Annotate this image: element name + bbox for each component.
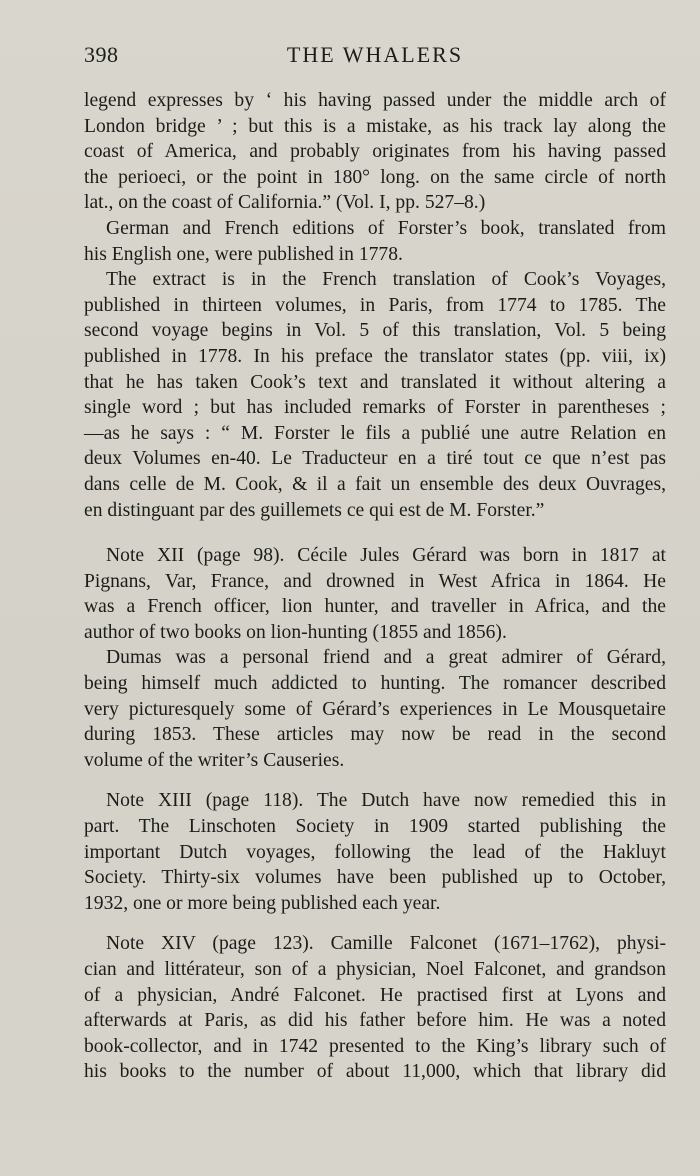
text-line: important Dutch voyages, following the lead of the Hakluyt xyxy=(84,841,666,863)
text-line: —as he says : “ M. Forster le fils a publié une autre Relation en xyxy=(84,422,666,444)
text-line: very picturesquely some of Gérard’s experiences in Le Mousquetaire xyxy=(84,698,666,720)
text-line: The extract is in the French translation of Cook’s Voyages, xyxy=(106,269,666,291)
text-line: Note XII (page 98). Cécile Jules Gérard was born in 1817 at xyxy=(106,545,666,567)
text-line: author of two books on lion-hunting (1855 and 1856). xyxy=(84,621,507,643)
text-line: of a physician, André Falconet. He practised first at Lyons and xyxy=(84,984,666,1006)
text-line: German and French editions of Forster’s book, translated from xyxy=(106,217,666,239)
text-line: dans celle de M. Cook, & il a fait un ensemble des deux Ouvrages, xyxy=(84,473,666,495)
text-line: single word ; but has included remarks of Forster in parentheses ; xyxy=(84,397,666,419)
text-line: his English one, were published in 1778. xyxy=(84,243,403,265)
text-line: Note XIV (page 123). Camille Falconet (1671–1762), physi- xyxy=(106,933,666,955)
running-head: THE WHALERS xyxy=(286,42,464,67)
text-line: published in 1778. In his preface the translator states (pp. viii, ix) xyxy=(84,345,666,367)
text-line: London bridge ’ ; but this is a mistake, as his track lay along the xyxy=(84,115,666,137)
text-line: cian and littérateur, son of a physician, Noel Falconet, and grandson xyxy=(84,959,666,980)
text-line: book-collector, and in 1742 presented to the King’s library such of xyxy=(84,1035,666,1057)
page-header xyxy=(84,42,666,76)
text-line: deux Volumes en-40. Le Traducteur en a tiré tout ce que n’est pas xyxy=(84,448,666,470)
text-line: was a French officer, lion hunter, and traveller in Africa, and the xyxy=(84,596,666,618)
text-line: Note XIII (page 118). The Dutch have now remedied this in xyxy=(106,790,666,812)
text-line: volume of the writer’s Causeries. xyxy=(84,749,345,771)
text-line: 1932, one or more being published each year. xyxy=(84,892,441,914)
paragraph-gap xyxy=(84,916,666,931)
text-line: lat., on the coast of California.” (Vol. I, pp. 527–8.) xyxy=(84,192,486,214)
text-line: published in thirteen volumes, in Paris, from 1774 to 1785. The xyxy=(84,294,666,316)
text-line: second voyage begins in Vol. 5 of this translation, Vol. 5 being xyxy=(84,320,666,342)
text-line: Dumas was a personal friend and a great admirer of Gérard, xyxy=(106,647,666,669)
text-line: being himself much addicted to hunting. The romancer described xyxy=(84,673,666,695)
text-line: coast of America, and probably originates from his having passed xyxy=(84,141,666,163)
paragraph-gap xyxy=(84,773,666,788)
body-text xyxy=(84,88,666,1085)
text-line: Society. Thirty-six volumes have been published up to October, xyxy=(84,867,666,889)
text-line: Pignans, Var, France, and drowned in West Africa in 1864. He xyxy=(84,570,666,592)
page-number: 398 xyxy=(84,42,119,67)
text-line: legend expresses by ‘ his having passed under the middle arch of xyxy=(84,90,666,111)
text-line: part. The Linschoten Society in 1909 started publishing the xyxy=(84,816,666,838)
paragraph-gap xyxy=(84,523,666,543)
text-line: during 1853. These articles may now be read in the second xyxy=(84,724,666,746)
text-line: the perioeci, or the point in 180° long. on the same circle of north xyxy=(84,166,666,188)
text-line: that he has taken Cook’s text and translated it without altering a xyxy=(84,371,666,393)
text-line: afterwards at Paris, as did his father before him. He was a noted xyxy=(84,1010,666,1032)
text-line: en distinguant par des guillemets ce qui est de M. Forster.” xyxy=(84,499,545,521)
text-line: his books to the number of about 11,000, which that library did xyxy=(84,1061,666,1083)
